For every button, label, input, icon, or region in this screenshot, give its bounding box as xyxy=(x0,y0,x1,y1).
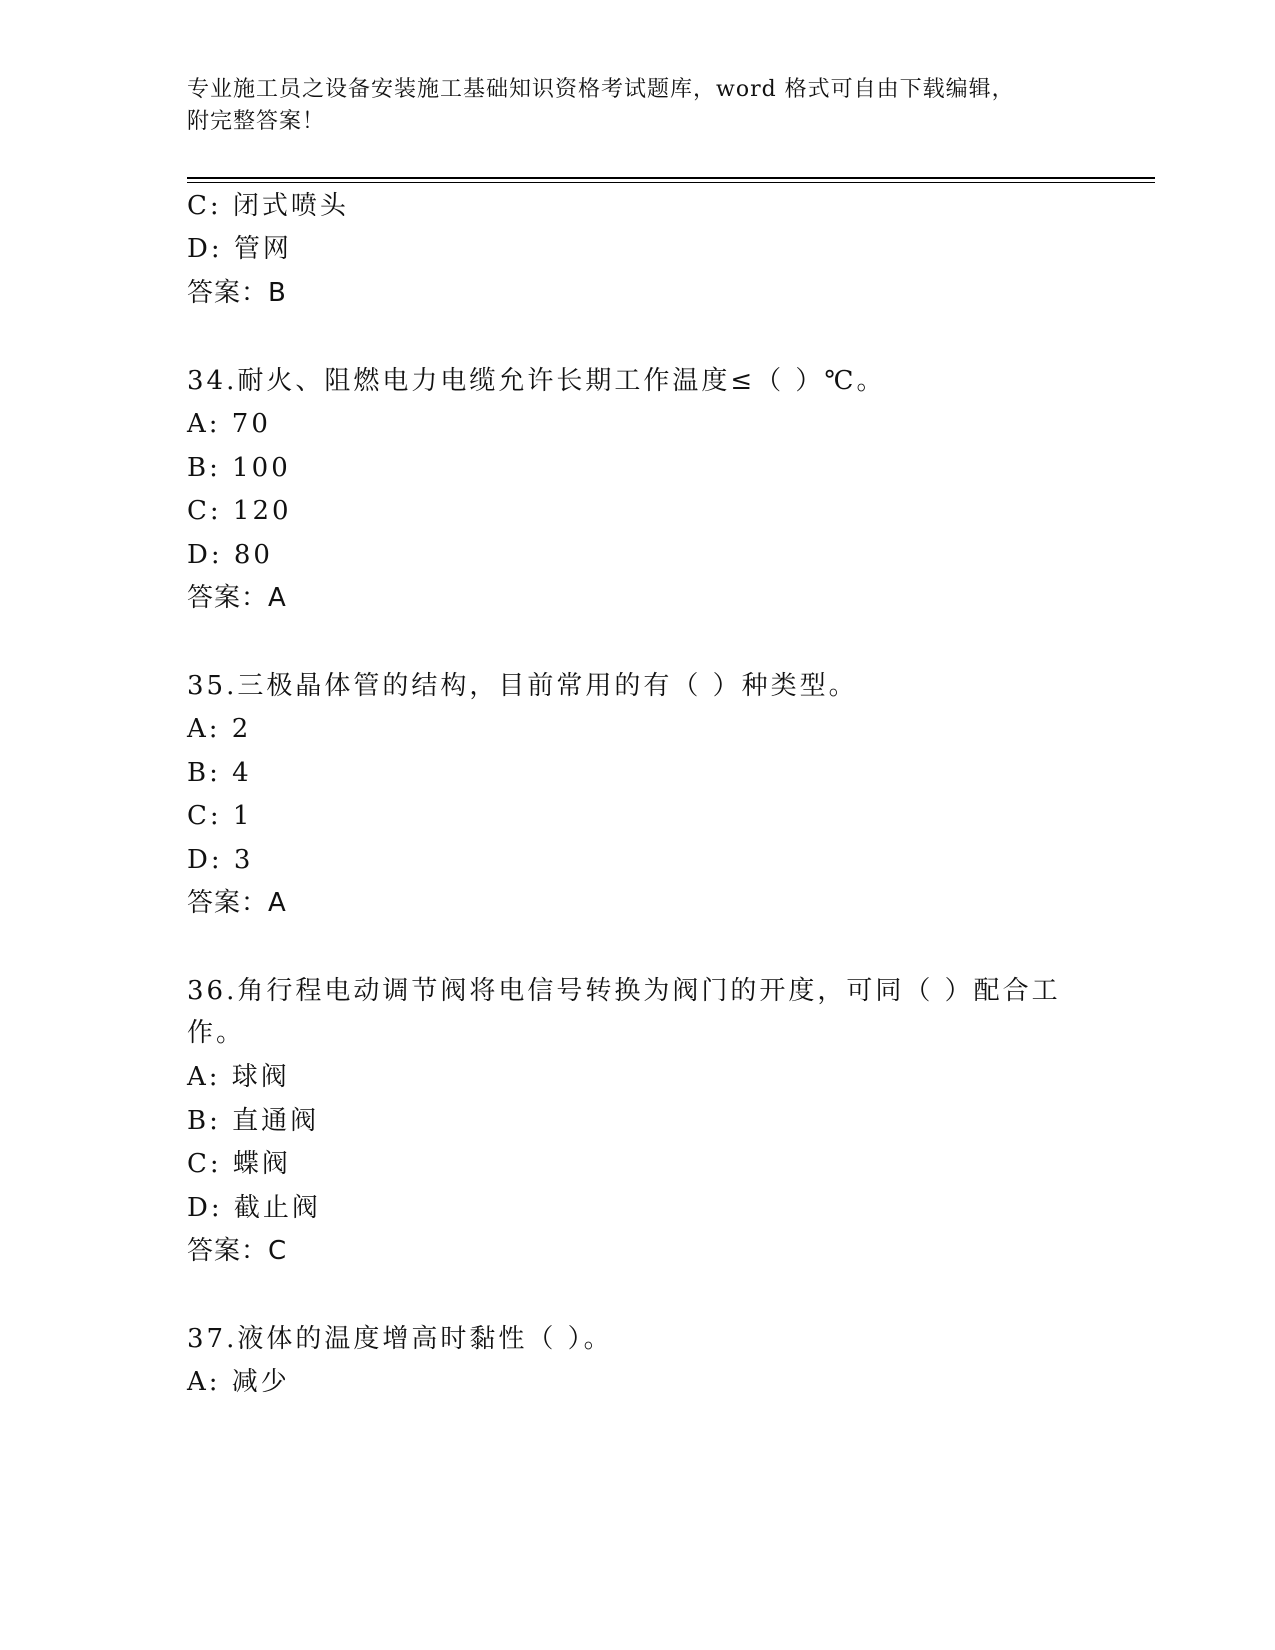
header-divider-thick xyxy=(187,177,1155,179)
question-36-line-1: 36.角行程电动调节阀将电信号转换为阀门的开度，可同（ ）配合工 xyxy=(187,976,1061,1006)
q34-option-d: D: 80 xyxy=(187,540,273,570)
q35-option-a: A: 2 xyxy=(187,714,252,744)
document-header xyxy=(187,74,1087,138)
header-line-2: 附完整答案！ xyxy=(187,109,326,134)
q36-option-a: A: 球阀 xyxy=(187,1062,290,1092)
q35-answer: 答案：A xyxy=(187,888,287,918)
answer: 答案：B xyxy=(187,278,287,308)
q36-answer: 答案：C xyxy=(187,1236,288,1266)
q36-option-d: D: 截止阀 xyxy=(187,1193,321,1223)
option-d: D: 管网 xyxy=(187,234,292,264)
q35-option-d: D: 3 xyxy=(187,845,254,875)
question-36-line-2: 作。 xyxy=(187,1018,246,1048)
header-divider-thin xyxy=(187,182,1155,183)
question-34: 34.耐火、阻燃电力电缆允许长期工作温度≤（ ）℃。 xyxy=(187,366,886,396)
q35-option-b: B: 4 xyxy=(187,758,252,788)
header-line-1: 专业施工员之设备安装施工基础知识资格考试题库，word 格式可自由下载编辑， xyxy=(187,77,1015,102)
q36-option-b: B: 直通阀 xyxy=(187,1106,320,1136)
q34-option-b: B: 100 xyxy=(187,453,291,483)
q37-option-a: A: 减少 xyxy=(187,1367,290,1397)
question-37: 37.液体的温度增高时黏性（ ）。 xyxy=(187,1324,613,1354)
q34-answer: 答案：A xyxy=(187,583,287,613)
question-35: 35.三极晶体管的结构，目前常用的有（ ）种类型。 xyxy=(187,671,858,701)
q34-option-c: C: 120 xyxy=(187,496,292,526)
option-c: C: 闭式喷头 xyxy=(187,191,349,221)
q36-option-c: C: 蝶阀 xyxy=(187,1149,291,1179)
q35-option-c: C: 1 xyxy=(187,801,253,831)
q34-option-a: A: 70 xyxy=(187,409,271,439)
